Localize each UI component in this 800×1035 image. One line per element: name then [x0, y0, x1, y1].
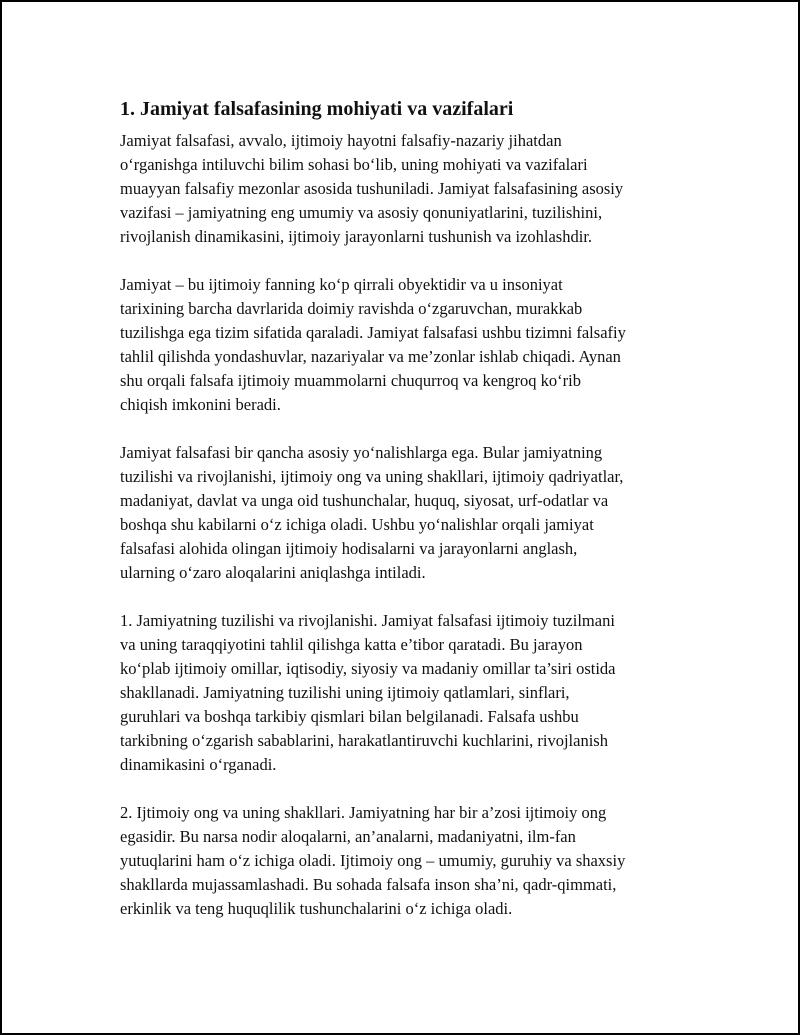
- paragraph-line: tuzilishi va rivojlanishi, ijtimoiy ong va uning shakllari, ijtimoiy qadriyatlar,: [120, 467, 624, 486]
- paragraph-line: shu orqali falsafa ijtimoiy muammolarni chuqurroq va kengroq ko‘rib: [120, 371, 581, 390]
- paragraph-line: guruhlari va boshqa tarkibiy qismlari bilan belgilanadi. Falsafa ushbu: [120, 707, 579, 726]
- paragraph-line: boshqa shu kabilarni o‘z ichiga oladi. Ushbu yo‘nalishlar orqali jamiyat: [120, 515, 594, 534]
- paragraph-line: Jamiyat falsafasi, avvalo, ijtimoiy hayotni falsafiy-nazariy jihatdan: [120, 131, 562, 150]
- paragraph-line: muayyan falsafiy mezonlar asosida tushuniladi. Jamiyat falsafasining asosiy: [120, 179, 624, 198]
- paragraph-line: tarkibning o‘zgarish sabablarini, harakatlantiruvchi kuchlarini, rivojlanish: [120, 731, 608, 750]
- paragraph-line: tarixining barcha davrlarida doimiy ravishda o‘zgaruvchan, murakkab: [120, 299, 583, 318]
- paragraph-line: shakllarda mujassamlashadi. Bu sohada falsafa inson sha’ni, qadr-qimmati,: [120, 875, 617, 894]
- document-content: [120, 96, 700, 945]
- paragraph-line: egasidir. Bu narsa nodir aloqalarni, an’analarni, madaniyatni, ilm-fan: [120, 827, 576, 846]
- paragraph-line: yutuqlarini ham o‘z ichiga oladi. Ijtimoiy ong – umumiy, guruhiy va shaxsiy: [120, 851, 626, 870]
- paragraph-line: chiqish imkonini beradi.: [120, 395, 281, 414]
- paragraph-line: 2. Ijtimoiy ong va uning shakllari. Jamiyatning har bir a’zosi ijtimoiy ong: [120, 803, 607, 822]
- paragraph-line: 1. Jamiyatning tuzilishi va rivojlanishi. Jamiyat falsafasi ijtimoiy tuzilmani: [120, 611, 615, 630]
- paragraph-intro: [120, 129, 700, 249]
- paragraph-line: vazifasi – jamiyatning eng umumiy va asosiy qonuniyatlarini, tuzilishini,: [120, 203, 603, 222]
- paragraph-line: va uning taraqqiyotini tahlil qilishga katta e’tibor qaratadi. Bu jarayon: [120, 635, 583, 654]
- paragraph-line: tahlil qilishda yondashuvlar, nazariyalar va me’zonlar ishlab chiqadi. Aynan: [120, 347, 621, 366]
- paragraph-line: ko‘plab ijtimoiy omillar, iqtisodiy, siyosiy va madaniy omillar ta’siri ostida: [120, 659, 616, 678]
- document-title: 1. Jamiyat falsafasining mohiyati va vazifalari: [120, 98, 514, 120]
- paragraph-line: madaniyat, davlat va unga oid tushunchalar, huquq, siyosat, urf-odatlar va: [120, 491, 609, 510]
- paragraph-directions: [120, 441, 700, 585]
- paragraph-line: Jamiyat falsafasi bir qancha asosiy yo‘nalishlarga ega. Bular jamiyatning: [120, 443, 603, 462]
- paragraph-line: Jamiyat – bu ijtimoiy fanning ko‘p qirrali obyektidir va u insoniyat: [120, 275, 563, 294]
- paragraph-line: tuzilishga ega tizim sifatida qaraladi. Jamiyat falsafasi ushbu tizimni falsafiy: [120, 323, 626, 342]
- paragraph-structure-development: [120, 609, 700, 777]
- paragraph-society: [120, 273, 700, 417]
- paragraph-line: o‘rganishga intiluvchi bilim sohasi bo‘lib, uning mohiyati va vazifalari: [120, 155, 588, 174]
- paragraph-line: shakllanadi. Jamiyatning tuzilishi uning ijtimoiy qatlamlari, sinflari,: [120, 683, 570, 702]
- paragraph-line: dinamikasini o‘rganadi.: [120, 755, 277, 774]
- paragraph-line: falsafasi alohida olingan ijtimoiy hodisalarni va jarayonlarni anglash,: [120, 539, 578, 558]
- paragraph-line: rivojlanish dinamikasini, ijtimoiy jarayonlarni tushunish va izohlashdir.: [120, 227, 593, 246]
- paragraph-line: erkinlik va teng huquqlilik tushunchalarini o‘z ichiga oladi.: [120, 899, 513, 918]
- paragraph-line: ularning o‘zaro aloqalarini aniqlashga intiladi.: [120, 563, 426, 582]
- paragraph-social-consciousness: [120, 801, 700, 921]
